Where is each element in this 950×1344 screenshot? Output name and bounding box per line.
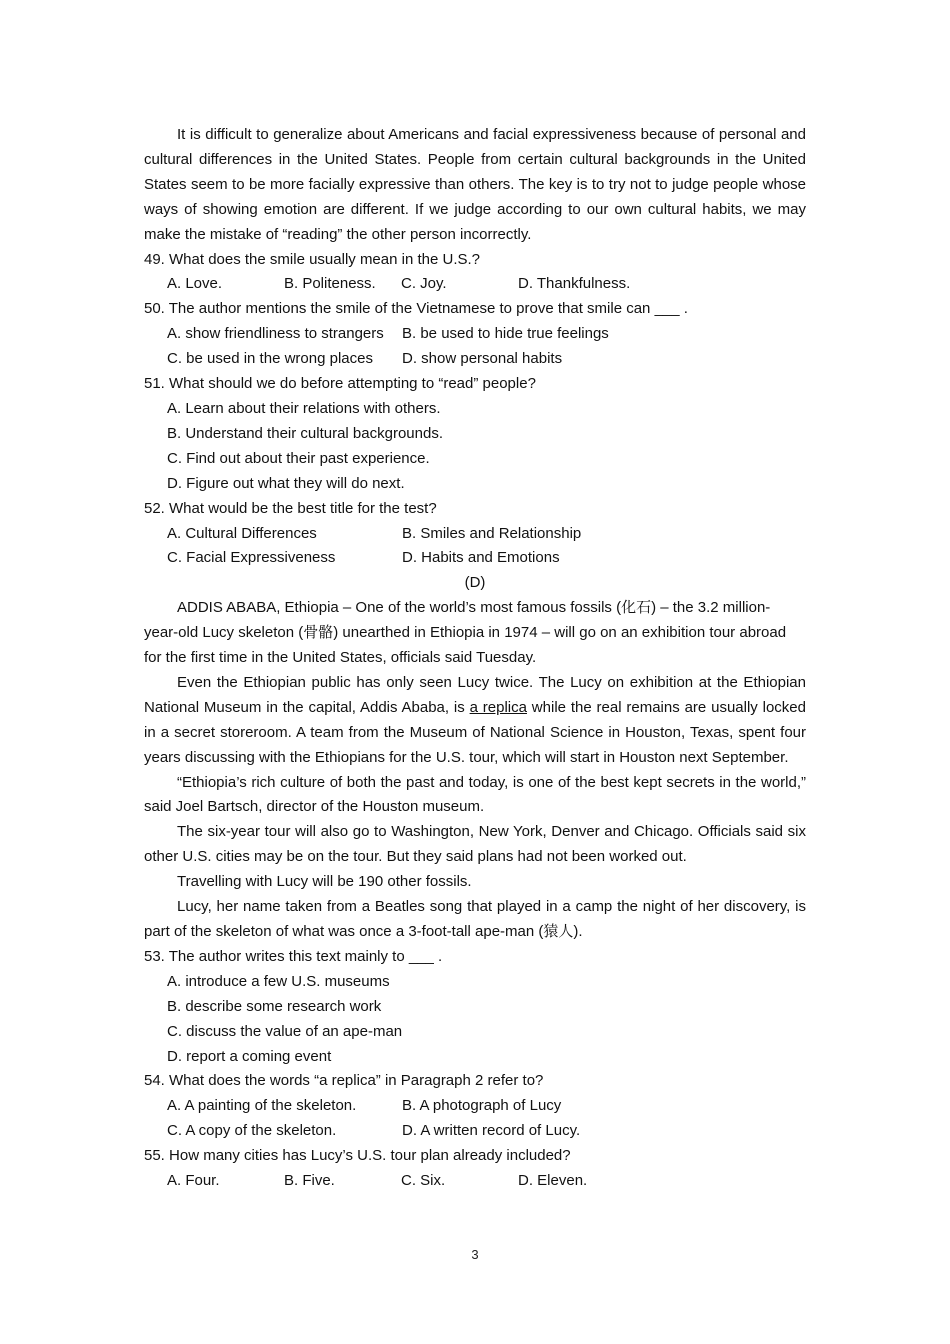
question-55-option-c: C. Six. bbox=[401, 1172, 446, 1190]
passage-d-paragraph-1-line-1: ADDIS ABABA, Ethiopia – One of the world’s most famous fossils (化石) – the 3.2 million- bbox=[177, 599, 771, 617]
passage-d-paragraph-1-line-2: year-old Lucy skeleton (骨骼) unearthed in Ethiopia in 1974 – will go on an exhibition tour abroad bbox=[144, 624, 787, 642]
question-52-options-row-1 bbox=[144, 522, 806, 547]
question-55-stem: 55. How many cities has Lucy’s U.S. tour plan already included? bbox=[144, 1147, 571, 1165]
question-54-option-d: D. A written record of Lucy. bbox=[402, 1122, 581, 1140]
question-50-options-row-1 bbox=[144, 322, 806, 347]
question-54-options-row-2 bbox=[144, 1119, 806, 1144]
question-51-option-b: B. Understand their cultural backgrounds. bbox=[167, 424, 443, 442]
question-53-stem: 53. The author writes this text mainly to ___ . bbox=[144, 947, 443, 965]
passage-d-paragraph-4: The six-year tour will also go to Washington, New York, Denver and Chicago. Officials said six other U.S. cities may be on the tour. But they said plans had not been worked out. bbox=[144, 823, 806, 866]
question-54-options-row-1 bbox=[144, 1094, 806, 1119]
passage-d-paragraph-1-line-3: for the first time in the United States, officials said Tuesday. bbox=[144, 649, 537, 667]
page-number: 3 bbox=[471, 1247, 479, 1262]
question-49-option-a: A. Love. bbox=[167, 275, 223, 293]
question-52-option-d: D. Habits and Emotions bbox=[402, 549, 560, 567]
question-55-options bbox=[144, 1169, 806, 1194]
question-49-options bbox=[144, 272, 806, 297]
question-51-option-c: C. Find out about their past experience. bbox=[167, 449, 430, 467]
question-52-option-a: A. Cultural Differences bbox=[167, 524, 317, 542]
passage-d-paragraph-2-text-before: Even the Ethiopian public has only seen Lucy twice. The Lucy on exhibition at the Ethiopian National Museum in the capital, Addis Ababa, is bbox=[144, 673, 806, 716]
question-52-stem: 52. What would be the best title for the test? bbox=[144, 499, 437, 517]
question-50-stem: 50. The author mentions the smile of the Vietnamese to prove that smile can ___ . bbox=[144, 300, 688, 318]
question-49-option-c: C. Joy. bbox=[401, 275, 447, 293]
passage-d-paragraph-5: Travelling with Lucy will be 190 other fossils. bbox=[177, 873, 472, 891]
replica-underlined-term: a replica bbox=[469, 698, 527, 716]
question-53-option-b: B. describe some research work bbox=[167, 997, 382, 1015]
question-55-option-a: A. Four. bbox=[167, 1172, 220, 1190]
question-50-option-c: C. be used in the wrong places bbox=[167, 350, 373, 368]
question-50-option-a: A. show friendliness to strangers bbox=[167, 325, 384, 343]
question-54-option-a: A. A painting of the skeleton. bbox=[167, 1097, 357, 1115]
passage-c-closing-paragraph: It is difficult to generalize about Americans and facial expressiveness because of personal and cultural differences in the United States. People from certain cultural backgrounds in the United States seem to be more facially expressive than others. The key is to try not to judge people whose ways of showing emotion are different. If we judge according to our own cultural habits, we may make the mistake of “reading” the other person incorrectly. bbox=[144, 126, 806, 243]
passage-d-paragraph-6: Lucy, her name taken from a Beatles song that played in a camp the night of her discovery, is part of the skeleton of what was once a 3-foot-tall ape-man (猿人). bbox=[144, 898, 806, 940]
question-54-option-c: C. A copy of the skeleton. bbox=[167, 1122, 337, 1140]
question-54-option-b: B. A photograph of Lucy bbox=[402, 1097, 562, 1115]
passage-d-paragraph-3: “Ethiopia’s rich culture of both the past and today, is one of the best kept secrets in the world,” said Joel Bartsch, director of the Houston museum. bbox=[144, 773, 806, 816]
question-51-stem: 51. What should we do before attempting to “read” people? bbox=[144, 375, 536, 393]
passage-d-paragraph-2-text-after: while the real remains are usually locked in a secret storeroom. A team from the Museum of National Science in Houston, Texas, spent four years discussing with the Ethiopians for the U.S. tour, which will start in Houston next September. bbox=[144, 698, 806, 766]
question-51-option-a: A. Learn about their relations with others. bbox=[167, 399, 441, 417]
page-content bbox=[144, 123, 806, 1194]
question-52-options-row-2 bbox=[144, 546, 806, 571]
passage-d-paragraph-2 bbox=[144, 671, 806, 771]
section-d-heading: (D) bbox=[464, 574, 486, 592]
question-50-option-d: D. show personal habits bbox=[402, 350, 563, 368]
question-53-option-d: D. report a coming event bbox=[167, 1047, 332, 1065]
question-50-option-b: B. be used to hide true feelings bbox=[402, 325, 609, 343]
question-52-option-c: C. Facial Expressiveness bbox=[167, 549, 336, 567]
question-55-option-b: B. Five. bbox=[284, 1172, 335, 1190]
question-52-option-b: B. Smiles and Relationship bbox=[402, 524, 582, 542]
question-50-options-row-2 bbox=[144, 347, 806, 372]
question-53-option-a: A. introduce a few U.S. museums bbox=[167, 972, 390, 990]
question-53-option-c: C. discuss the value of an ape-man bbox=[167, 1022, 403, 1040]
question-55-option-d: D. Eleven. bbox=[518, 1172, 588, 1190]
question-49-stem: 49. What does the smile usually mean in the U.S.? bbox=[144, 250, 481, 268]
question-51-option-d: D. Figure out what they will do next. bbox=[167, 474, 405, 492]
question-54-stem: 54. What does the words “a replica” in Paragraph 2 refer to? bbox=[144, 1072, 544, 1090]
question-49-option-d: D. Thankfulness. bbox=[518, 275, 631, 293]
question-49-option-b: B. Politeness. bbox=[284, 275, 376, 293]
